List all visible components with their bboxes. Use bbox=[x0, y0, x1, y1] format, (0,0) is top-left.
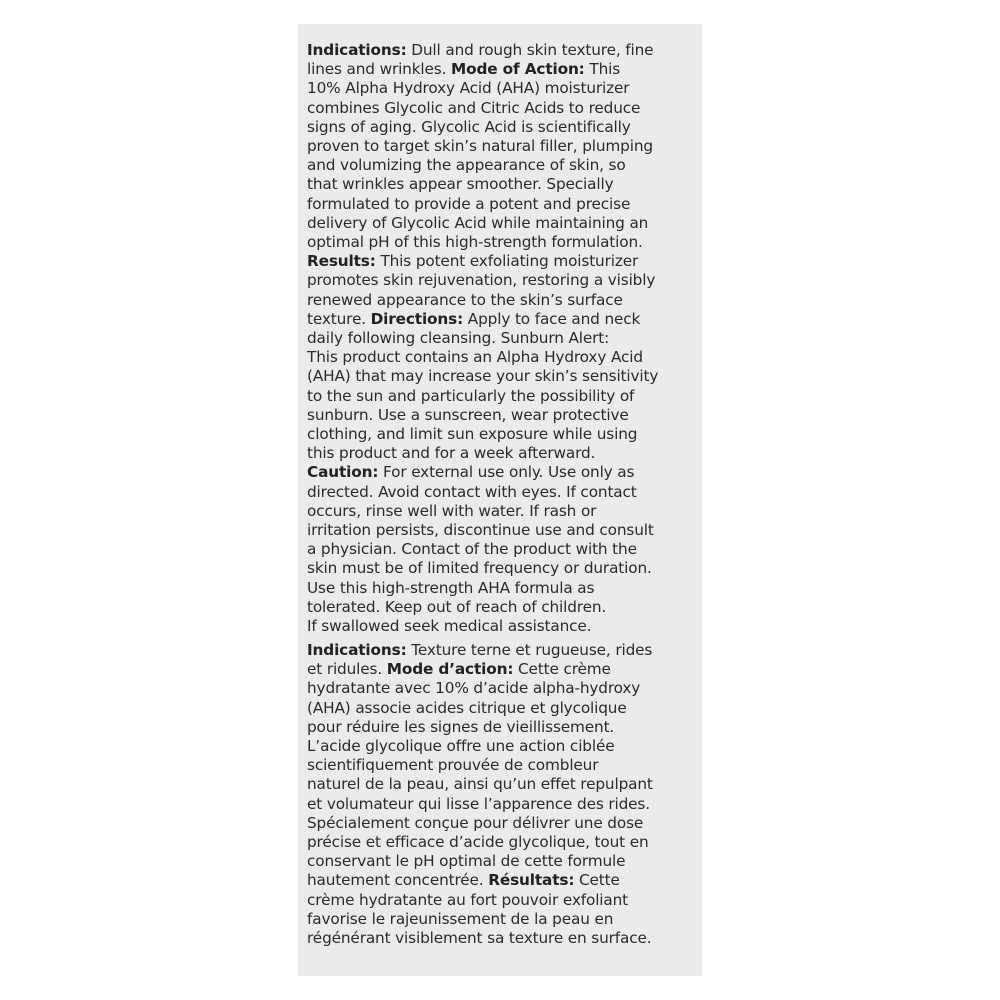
text-line bbox=[307, 660, 699, 679]
text-line bbox=[307, 233, 699, 252]
body-text: occurs, rinse well with water. If rash or bbox=[307, 501, 597, 520]
text-line bbox=[307, 775, 699, 794]
body-text: signs of aging. Glycolic Acid is scientifically bbox=[307, 117, 631, 136]
body-text: this product and for a week afterward. bbox=[307, 444, 596, 463]
text-line bbox=[307, 502, 699, 521]
text-line bbox=[307, 60, 699, 79]
text-line bbox=[307, 291, 699, 310]
section-heading: Directions: bbox=[370, 309, 464, 328]
body-text: favorise le rajeunissement de la peau en bbox=[307, 909, 614, 928]
text-line bbox=[307, 367, 699, 386]
body-text: renewed appearance to the skin’s surface bbox=[307, 290, 623, 309]
body-text: If swallowed seek medical assistance. bbox=[307, 617, 592, 636]
body-text: For external use only. Use only as bbox=[378, 463, 635, 482]
text-line bbox=[307, 598, 699, 617]
body-text: régénérant visiblement sa texture en surface. bbox=[307, 929, 652, 948]
body-text: This product contains an Alpha Hydroxy Acid bbox=[307, 348, 643, 367]
body-text: précise et efficace d’acide glycolique, tout en bbox=[307, 833, 649, 852]
text-line bbox=[307, 891, 699, 910]
text-line bbox=[307, 406, 699, 425]
text-line bbox=[307, 699, 699, 718]
body-text: combines Glycolic and Citric Acids to reduce bbox=[307, 98, 641, 117]
body-text: optimal pH of this high-strength formulation. bbox=[307, 233, 643, 252]
body-text: et volumateur qui lisse l’apparence des rides. bbox=[307, 794, 650, 813]
text-line bbox=[307, 579, 699, 598]
text-line bbox=[307, 252, 699, 271]
text-line bbox=[307, 559, 699, 578]
section-heading: Indications: bbox=[307, 41, 407, 59]
body-text: 10% Alpha Hydroxy Acid (AHA) moisturizer bbox=[307, 79, 630, 98]
body-text: (AHA) associe acides citrique et glycolique bbox=[307, 698, 627, 717]
body-text: hautement concentrée. bbox=[307, 871, 489, 890]
text-line bbox=[307, 641, 699, 660]
text-line bbox=[307, 910, 699, 929]
section-heading: Mode d’action: bbox=[386, 660, 514, 679]
body-text: directed. Avoid contact with eyes. If contact bbox=[307, 482, 637, 501]
label-panel bbox=[298, 24, 702, 976]
body-text: hydratante avec 10% d’acide alpha-hydroxy bbox=[307, 679, 641, 698]
body-text: Dull and rough skin texture, fine bbox=[406, 41, 654, 59]
text-line bbox=[307, 521, 699, 540]
text-line bbox=[307, 329, 699, 348]
body-text: formulated to provide a potent and precise bbox=[307, 194, 631, 213]
text-line bbox=[307, 679, 699, 698]
text-line bbox=[307, 79, 699, 98]
text-line bbox=[307, 833, 699, 852]
body-text: irritation persists, discontinue use and consult bbox=[307, 521, 654, 540]
body-text: Texture terne et rugueuse, rides bbox=[406, 641, 653, 659]
body-text: This potent exfoliating moisturizer bbox=[375, 252, 639, 271]
body-text: to the sun and particularly the possibility of bbox=[307, 386, 635, 405]
text-line bbox=[307, 540, 699, 559]
section-heading: Indications: bbox=[307, 641, 407, 659]
body-text: promotes skin rejuvenation, restoring a visibly bbox=[307, 271, 656, 290]
body-text: L’acide glycolique offre une action ciblée bbox=[307, 737, 615, 756]
section-heading: Results: bbox=[307, 252, 376, 271]
text-line bbox=[307, 156, 699, 175]
text-line bbox=[307, 718, 699, 737]
text-line bbox=[307, 795, 699, 814]
text-line bbox=[307, 118, 699, 137]
text-line bbox=[307, 387, 699, 406]
body-text: that wrinkles appear smoother. Specially bbox=[307, 175, 614, 194]
body-text: Cette crème bbox=[513, 660, 611, 679]
text-line bbox=[307, 852, 699, 871]
text-line bbox=[307, 617, 699, 636]
body-text: Use this high-strength AHA formula as bbox=[307, 578, 595, 597]
body-text: lines and wrinkles. bbox=[307, 60, 452, 79]
text-line bbox=[307, 348, 699, 367]
text-line bbox=[307, 99, 699, 118]
text-line bbox=[307, 871, 699, 890]
text-line bbox=[307, 175, 699, 194]
body-text: delivery of Glycolic Acid while maintaining an bbox=[307, 213, 649, 232]
french-text bbox=[307, 641, 699, 948]
text-line bbox=[307, 929, 699, 948]
body-text: scientifiquement prouvée de combleur bbox=[307, 756, 599, 775]
body-text: Cette bbox=[574, 871, 620, 890]
body-text: (AHA) that may increase your skin’s sensitivity bbox=[307, 367, 659, 386]
text-line bbox=[307, 425, 699, 444]
text-line bbox=[307, 195, 699, 214]
text-line bbox=[307, 737, 699, 756]
text-line bbox=[307, 756, 699, 775]
body-text: daily following cleansing. Sunburn Alert: bbox=[307, 329, 610, 348]
section-heading: Résultats: bbox=[488, 871, 575, 890]
body-text: Apply to face and neck bbox=[463, 309, 641, 328]
body-text: et ridules. bbox=[307, 660, 387, 679]
body-text: proven to target skin’s natural filler, plumping bbox=[307, 137, 653, 156]
text-line bbox=[307, 310, 699, 329]
body-text: naturel de la peau, ainsi qu’un effet repulpant bbox=[307, 775, 653, 794]
text-line bbox=[307, 463, 699, 482]
body-text: conservant le pH optimal de cette formule bbox=[307, 852, 626, 871]
body-text: pour réduire les signes de vieillissement. bbox=[307, 717, 615, 736]
text-line bbox=[307, 271, 699, 290]
body-text: tolerated. Keep out of reach of children. bbox=[307, 597, 607, 616]
body-text: texture. bbox=[307, 309, 371, 328]
section-heading: Caution: bbox=[307, 463, 379, 482]
body-text: skin must be of limited frequency or duration. bbox=[307, 559, 652, 578]
body-text: crème hydratante au fort pouvoir exfoliant bbox=[307, 890, 629, 909]
body-text: a physician. Contact of the product with the bbox=[307, 540, 637, 559]
body-text: This bbox=[584, 60, 621, 79]
text-line bbox=[307, 137, 699, 156]
text-line bbox=[307, 483, 699, 502]
body-text: and volumizing the appearance of skin, so bbox=[307, 156, 626, 175]
text-line bbox=[307, 41, 699, 60]
body-text: sunburn. Use a sunscreen, wear protective bbox=[307, 405, 629, 424]
text-line bbox=[307, 214, 699, 233]
text-line bbox=[307, 444, 699, 463]
english-text bbox=[307, 41, 699, 636]
text-line bbox=[307, 814, 699, 833]
body-text: clothing, and limit sun exposure while using bbox=[307, 425, 638, 444]
body-text: Spécialement conçue pour délivrer une dose bbox=[307, 813, 644, 832]
section-heading: Mode of Action: bbox=[451, 60, 585, 79]
